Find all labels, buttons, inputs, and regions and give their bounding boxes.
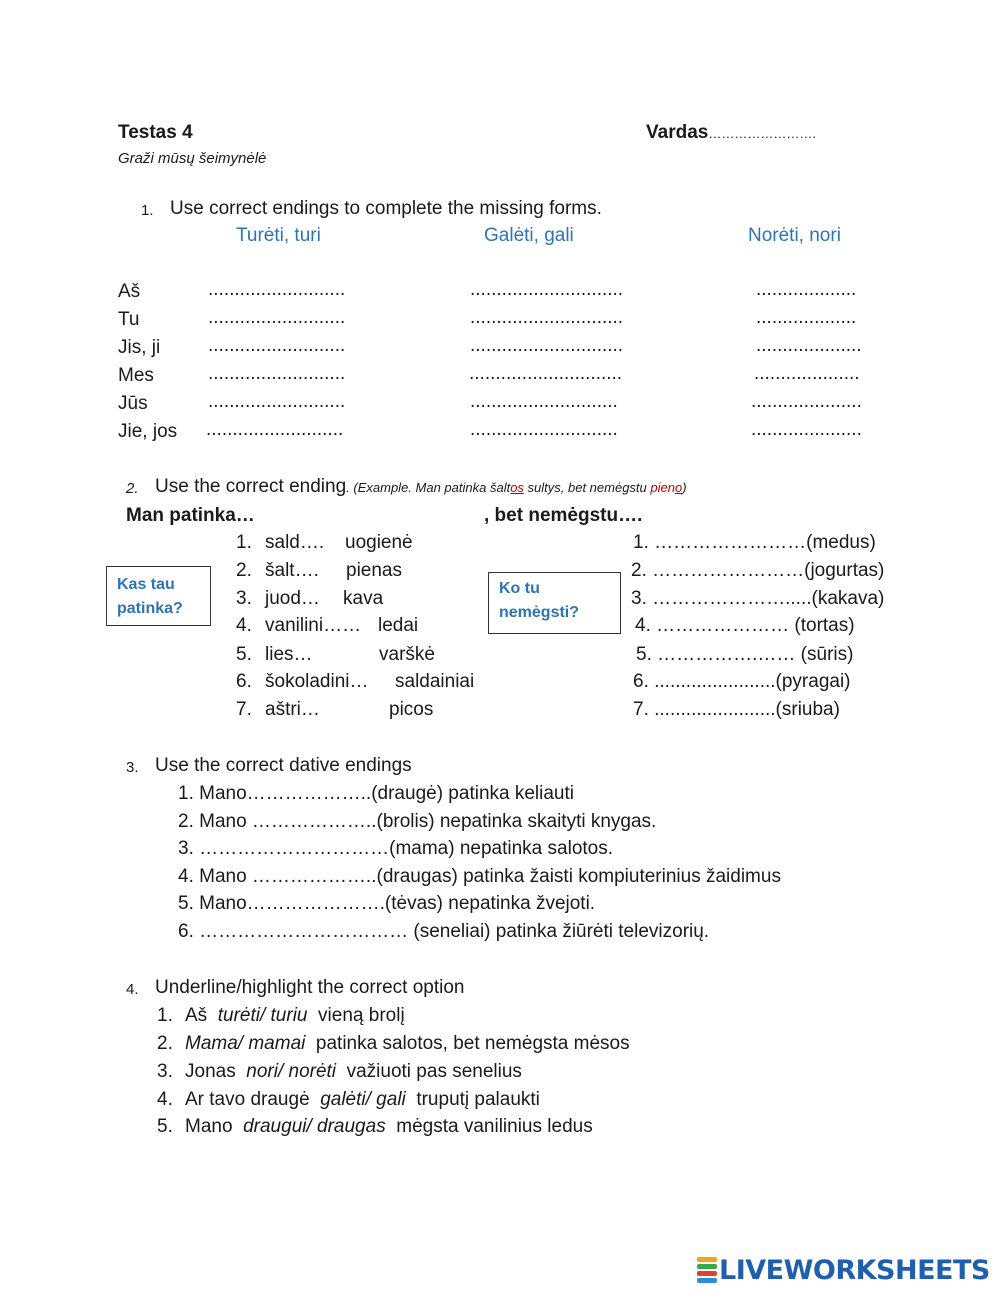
genitive-blank-item[interactable]: 5. …………….…… (sūris) <box>636 644 854 665</box>
blank-field[interactable]: ................... <box>756 279 857 300</box>
genitive-blank-item[interactable]: 7. .......................(sriuba) <box>633 699 840 720</box>
item-number: 3. <box>236 588 252 609</box>
genitive-blank-item[interactable]: 2. ……………………(jogurtas) <box>631 560 885 581</box>
blank-field[interactable]: ............................ <box>470 419 618 440</box>
noun-label: saldainiai <box>395 671 475 692</box>
blank-field[interactable]: ............................. <box>469 363 623 384</box>
section2-example-word2: pien <box>650 480 675 495</box>
name-label: Vardas <box>646 122 709 143</box>
section4-instruction: Underline/highlight the correct option <box>155 977 465 998</box>
pronoun-label: Jie, jos <box>118 421 178 442</box>
blank-field[interactable]: ............................. <box>470 307 624 328</box>
logo-text: LIVEWORKSHEETS <box>719 1254 990 1286</box>
item-number: 5. <box>157 1116 173 1137</box>
blank-field[interactable]: .......................... <box>208 391 346 412</box>
noun-label: kava <box>343 588 384 609</box>
sentence-end: vieną brolį <box>307 1005 405 1026</box>
noun-label: pienas <box>346 560 402 581</box>
item-number: 7. <box>236 699 252 720</box>
left-heading: Man patinka… <box>126 505 255 526</box>
item-number: 2. <box>236 560 252 581</box>
section2-instruction: Use the correct ending <box>155 476 347 497</box>
blank-field[interactable]: .................... <box>756 335 862 356</box>
section2-example-middle: sultys, bet nemėgstu <box>523 480 651 495</box>
sentence-start: Ar tavo draugė <box>185 1089 321 1110</box>
pronoun-label: Jis, ji <box>118 337 161 358</box>
blank-field[interactable]: ............................. <box>470 279 624 300</box>
section2-example-suffix: ) <box>682 480 687 495</box>
item-number: 4. <box>236 615 252 636</box>
noun-label: varškė <box>379 644 435 665</box>
adjective-stem-blank[interactable]: lies… <box>265 644 313 665</box>
blank-field[interactable]: ............................. <box>470 335 624 356</box>
section2-example-ending2: o <box>674 480 683 495</box>
adjective-stem-blank[interactable]: šalt…. <box>265 560 319 581</box>
item-number: 1. <box>236 532 252 553</box>
option-item <box>157 1005 405 1027</box>
blank-field[interactable]: ..................... <box>751 419 862 440</box>
choice-options[interactable]: Mama/ mamai <box>185 1033 306 1054</box>
blank-field[interactable]: .................... <box>754 363 860 384</box>
genitive-blank-item[interactable]: 4. ………………… (tortas) <box>635 615 855 636</box>
option-item <box>157 1061 522 1083</box>
option-item <box>157 1033 630 1055</box>
noun-label: picos <box>389 699 434 720</box>
worksheet-title: Testas 4 <box>118 122 193 143</box>
choice-options[interactable]: draugui/ draugas <box>243 1116 386 1137</box>
kas-tau-patinka-box: Kas tau patinka? <box>106 566 211 626</box>
section2-number: 2. <box>126 480 139 497</box>
genitive-blank-item[interactable]: 1. ……………………(medus) <box>633 532 876 553</box>
genitive-blank-item[interactable]: 6. .......................(pyragai) <box>633 671 851 692</box>
liveworksheets-logo-icon <box>697 1256 717 1284</box>
pronoun-label: Aš <box>118 281 141 302</box>
dative-item[interactable]: 6. …………………………… (seneliai) patinka žiūrėti televizorių. <box>178 921 710 942</box>
section2-example-prefix: . (Example. Man patinka šalt <box>346 480 511 495</box>
blank-field[interactable]: ..................... <box>751 391 862 412</box>
sentence-start: Jonas <box>185 1061 247 1082</box>
name-dots: ……………………. <box>708 126 816 141</box>
sentence-start: Mano <box>185 1116 244 1137</box>
liveworksheets-logo <box>697 1255 990 1285</box>
adjective-stem-blank[interactable]: juod… <box>265 588 320 609</box>
dative-item[interactable]: 3. …………………………(mama) nepatinka salotos. <box>178 838 614 859</box>
noun-label: uogienė <box>345 532 413 553</box>
adjective-stem-blank[interactable]: sald…. <box>265 532 325 553</box>
genitive-blank-item[interactable]: 3. ………………….....(kakava) <box>631 588 885 609</box>
item-number: 4. <box>157 1089 173 1110</box>
sentence-end: truputį palaukti <box>405 1089 540 1110</box>
pronoun-label: Tu <box>118 309 140 330</box>
choice-options[interactable]: nori/ norėti <box>246 1061 337 1082</box>
adjective-stem-blank[interactable]: šokoladini… <box>265 671 369 692</box>
item-number: 3. <box>157 1061 173 1082</box>
dative-item[interactable]: 2. Mano ………………..(brolis) nepatinka skaityti knygas. <box>178 811 657 832</box>
choice-options[interactable]: galėti/ gali <box>320 1089 406 1110</box>
pronoun-label: Jūs <box>118 393 148 414</box>
blank-field[interactable]: ................... <box>756 307 857 328</box>
column-heading-tureti: Turėti, turi <box>236 225 321 246</box>
item-number: 5. <box>236 644 252 665</box>
dative-item[interactable]: 1. Mano………………..(draugė) patinka keliauti <box>178 783 574 804</box>
section4-number: 4. <box>126 981 139 998</box>
blank-field[interactable]: .......................... <box>208 335 346 356</box>
option-item <box>157 1089 540 1111</box>
dative-item[interactable]: 4. Mano ………………..(draugas) patinka žaisti kompiuterinius žaidimus <box>178 866 781 887</box>
noun-label: ledai <box>378 615 419 636</box>
blank-field[interactable]: .......................... <box>208 363 346 384</box>
column-heading-noreti: Norėti, nori <box>748 225 841 246</box>
blank-field[interactable]: ............................ <box>470 391 618 412</box>
option-item <box>157 1116 593 1138</box>
sentence-end: patinka salotos, bet nemėgsta mėsos <box>305 1033 630 1054</box>
blank-field[interactable]: .......................... <box>208 279 346 300</box>
section3-instruction: Use the correct dative endings <box>155 755 412 776</box>
pronoun-label: Mes <box>118 365 154 386</box>
adjective-stem-blank[interactable]: aštri… <box>265 699 320 720</box>
blank-field[interactable]: .......................... <box>206 419 344 440</box>
item-number: 1. <box>157 1005 173 1026</box>
worksheet-subtitle: Graži mūsų šeimynėlė <box>118 150 267 167</box>
ko-tu-nemegsti-box: Ko tu nemėgsti? <box>488 572 621 634</box>
name-field[interactable] <box>646 122 816 145</box>
choice-options[interactable]: turėti/ turiu <box>217 1005 308 1026</box>
item-number: 6. <box>236 671 252 692</box>
right-heading: , bet nemėgstu…. <box>484 505 643 526</box>
adjective-stem-blank[interactable]: vanilini…… <box>265 615 362 636</box>
section1-instruction: Use correct endings to complete the missing forms. <box>170 198 602 219</box>
blank-field[interactable]: .......................... <box>208 307 346 328</box>
column-heading-galeti: Galėti, gali <box>484 225 574 246</box>
sentence-start: Aš <box>185 1005 218 1026</box>
section2-example-ending1: os <box>510 480 524 495</box>
sentence-end: važiuoti pas senelius <box>336 1061 522 1082</box>
section2-instruction-line <box>155 476 687 498</box>
item-number: 2. <box>157 1033 173 1054</box>
section3-number: 3. <box>126 759 139 776</box>
sentence-end: mėgsta vanilinius ledus <box>385 1116 593 1137</box>
section1-number: 1. <box>141 202 154 219</box>
dative-item[interactable]: 5. Mano………………….(tėvas) nepatinka žvejoti. <box>178 893 596 914</box>
